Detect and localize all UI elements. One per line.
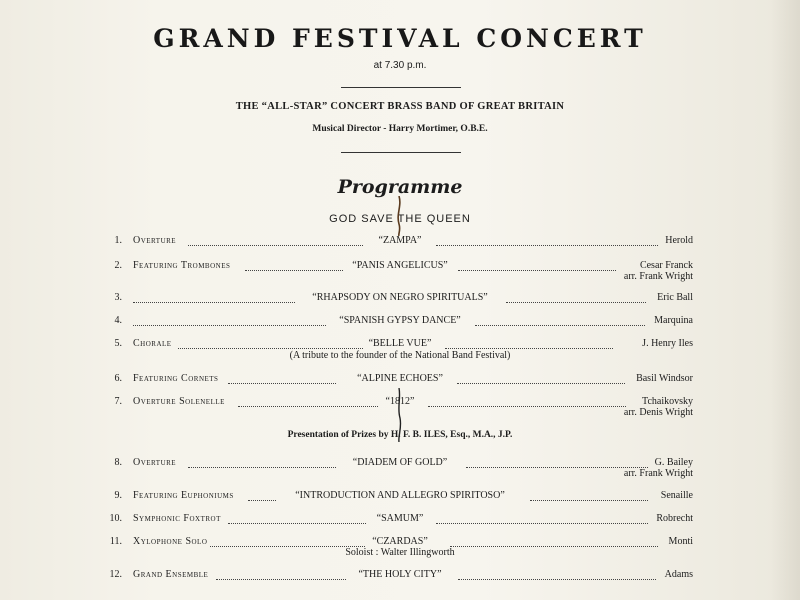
- item-piece: “BELLE VUE”: [368, 338, 432, 349]
- item-number: 11.: [109, 536, 122, 547]
- item-piece: “ZAMPA”: [378, 235, 422, 246]
- item-number: 2.: [114, 260, 122, 271]
- programme-item: [0, 569, 800, 583]
- programme-item: [0, 373, 800, 387]
- item-composer: Cesar Franck: [639, 260, 693, 271]
- programme-item: [0, 513, 800, 527]
- item-number: 1.: [114, 235, 122, 246]
- band-name: THE “ALL-STAR” CONCERT BRASS BAND OF GREAT BRITAIN: [235, 101, 565, 112]
- item-number: 6.: [114, 373, 122, 384]
- divider-top: [341, 87, 461, 88]
- item-piece: “SAMUM”: [376, 513, 424, 524]
- item-piece: “PANIS ANGELICUS”: [352, 260, 448, 271]
- item-category: Symphonic Foxtrot: [133, 513, 221, 524]
- item-piece: “CZARDAS”: [372, 536, 428, 547]
- item-composer: Senaille: [660, 490, 693, 501]
- item-number: 7.: [114, 396, 122, 407]
- item-category: Overture Solenelle: [133, 396, 225, 407]
- item-category: Overture: [133, 235, 177, 246]
- musical-director: Musical Director - Harry Mortimer, O.B.E.: [312, 124, 488, 134]
- item-composer: Marquina: [654, 315, 693, 326]
- item-composer: Robrecht: [656, 513, 693, 524]
- divider-bottom: [341, 152, 461, 153]
- item-piece: “INTRODUCTION AND ALLEGRO SPIRITOSO”: [295, 490, 505, 501]
- item-composer: Eric Ball: [657, 292, 693, 303]
- programme-item: [0, 235, 800, 249]
- presentation-of-prizes: Presentation of Prizes by H. F. B. ILES, Esq., M.A., J.P.: [287, 430, 513, 440]
- item-piece: “RHAPSODY ON NEGRO SPIRITUALS”: [312, 292, 488, 303]
- item-piece: “THE HOLY CITY”: [358, 569, 442, 580]
- item-composer: Adams: [664, 569, 693, 580]
- item-number: 9.: [114, 490, 122, 501]
- programme-item: [0, 315, 800, 329]
- item-composer: Herold: [665, 235, 693, 246]
- item-composer: Basil Windsor: [636, 373, 693, 384]
- item-category: Featuring Trombones: [133, 260, 231, 271]
- item-number: 12.: [109, 569, 122, 580]
- anthem-line: GOD SAVE THE QUEEN: [329, 213, 471, 225]
- item-category: Chorale: [133, 338, 172, 349]
- item-number: 5.: [114, 338, 122, 349]
- item-category: Grand Ensemble: [133, 569, 209, 580]
- item-number: 3.: [114, 292, 122, 303]
- concert-title: GRAND FESTIVAL CONCERT: [153, 24, 647, 53]
- programme-item: [0, 292, 800, 306]
- item-composer: Monti: [668, 536, 693, 547]
- item-piece: “ALPINE ECHOES”: [357, 373, 443, 384]
- item-piece: “DIADEM OF GOLD”: [352, 457, 448, 468]
- item-composer: Tchaikovsky: [642, 396, 693, 407]
- item-number: 10.: [109, 513, 122, 524]
- item-composer: G. Bailey: [654, 457, 693, 468]
- item-category: Featuring Euphoniums: [133, 490, 234, 501]
- item-number: 4.: [114, 315, 122, 326]
- item-category: Overture: [133, 457, 177, 468]
- crease-mark-top: [395, 196, 403, 236]
- item-piece: “SPANISH GYPSY DANCE”: [339, 315, 461, 326]
- programme-heading: Programme: [337, 176, 463, 198]
- item-composer: J. Henry Iles: [642, 338, 693, 349]
- item-category: Featuring Cornets: [133, 373, 219, 384]
- programme-item: [0, 490, 800, 504]
- item-number: 8.: [114, 457, 122, 468]
- concert-time: at 7.30 p.m.: [373, 60, 427, 71]
- item-piece: “1812”: [385, 396, 415, 407]
- item-category: Xylophone Solo: [133, 536, 208, 547]
